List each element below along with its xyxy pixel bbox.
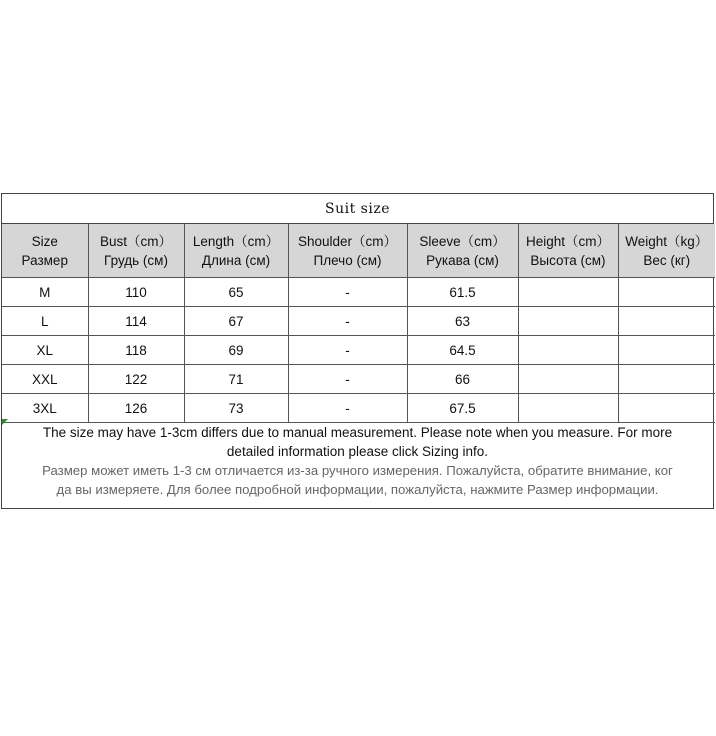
table-cell: - [288,336,407,365]
table-cell: 110 [88,278,184,307]
table-cell: - [288,365,407,394]
header-cell-bust: Bust（cm） Грудь (см) [88,224,184,278]
table-cell: 122 [88,365,184,394]
table-cell: M [2,278,88,307]
table-cell [618,394,715,423]
table-cell [518,278,618,307]
note-english-line-2: detailed information please click Sizing info. [226,444,489,459]
table-cell: 67.5 [407,394,518,423]
table-row [2,336,715,365]
table-cell: XL [2,336,88,365]
table-cell: XXL [2,365,88,394]
size-chart [1,193,714,509]
note-russian-line-1: Размер может иметь 1-3 см отличается из-за ручного измерения. Пожалуйста, обратите внимание, ког [42,463,673,478]
header-cell-height: Height（cm） Высота (см) [518,224,618,278]
table-cell: - [288,307,407,336]
table-cell: 114 [88,307,184,336]
table-cell: 71 [184,365,288,394]
table-row [2,278,715,307]
table-row [2,365,715,394]
note-english-line-1: The size may have 1-3cm differs due to manual measurement. Please note when you measure. For more [42,425,673,440]
table-cell: 64.5 [407,336,518,365]
table-cell: 73 [184,394,288,423]
table-cell: 126 [88,394,184,423]
table-cell: - [288,394,407,423]
table-cell [518,394,618,423]
header-cell-size: Size Размер [2,224,88,278]
table-row [2,394,715,423]
chart-title: Suit size [2,194,713,224]
table-cell: 3XL [2,394,88,423]
table-header-row [2,224,715,278]
table-row [2,307,715,336]
table-cell: 67 [184,307,288,336]
size-table [2,224,715,423]
table-cell: L [2,307,88,336]
table-cell: 66 [407,365,518,394]
measurement-note [2,421,713,508]
table-cell: 63 [407,307,518,336]
table-cell [618,278,715,307]
table-cell: 65 [184,278,288,307]
table-cell: - [288,278,407,307]
note-russian-line-2: да вы измеряете. Для более подробной информации, пожалуйста, нажмите Размер информации. [56,482,659,497]
table-cell [618,307,715,336]
table-cell [518,336,618,365]
table-cell [618,365,715,394]
header-cell-shoulder: Shoulder（cm） Плечо (см) [288,224,407,278]
table-cell [518,307,618,336]
header-cell-sleeve: Sleeve（cm） Рукава (см) [407,224,518,278]
table-cell [618,336,715,365]
header-cell-length: Length（cm） Длина (см) [184,224,288,278]
table-cell: 69 [184,336,288,365]
header-cell-weight: Weight（kg） Вес (кг) [618,224,715,278]
table-cell: 61.5 [407,278,518,307]
table-cell: 118 [88,336,184,365]
table-cell [518,365,618,394]
